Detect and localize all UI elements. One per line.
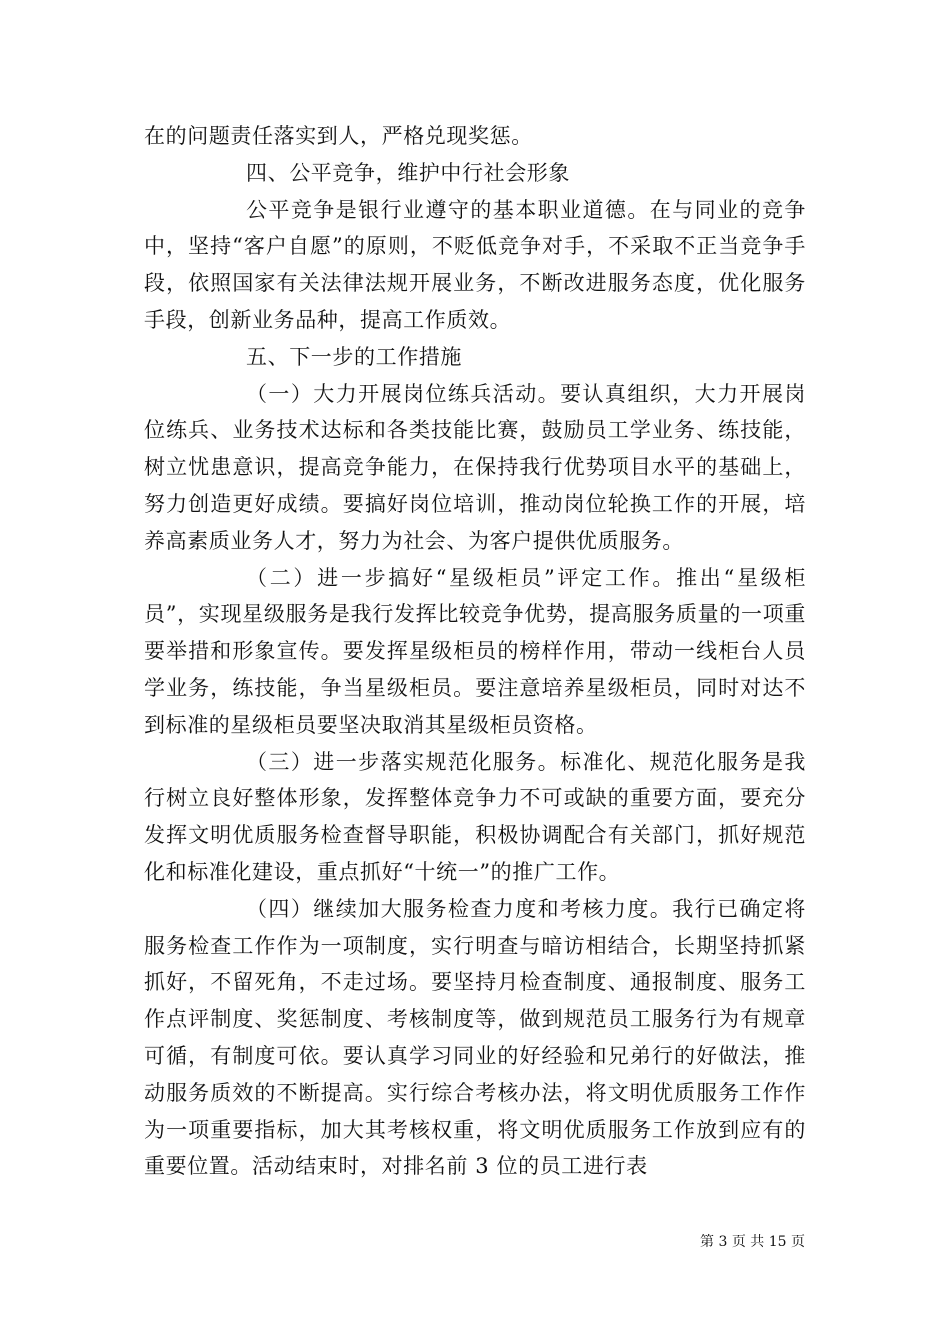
section-heading-4: 四、公平竞争，维护中行社会形象 — [246, 160, 570, 185]
paragraph-fair-competition: 公平竞争是银行业遵守的基本职业道德。在与同业的竞争中，坚持“客户自愿”的原则，不贬低竞争对手，不采取不正当竞争手段，依照国家有关法律法规开展业务，不断改进服务态度，优化服务手段，创新业务品种，提高工作质效。 — [144, 197, 806, 332]
page-number-footer: 第 3 页 共 15 页 — [700, 1234, 805, 1250]
section-heading-5: 五、下一步的工作措施 — [246, 344, 462, 369]
paragraph-measure-2: （二）进一步搞好“星级柜员”评定工作。推出“星级柜员”，实现星级服务是我行发挥比较竞争优势，提高服务质量的一项重要举措和形象宣传。要发挥星级柜员的榜样作用，带动一线柜台人员学业务，练技能，争当星级柜员。要注意培养星级柜员，同时对达不到标准的星级柜员要坚决取消其星级柜员资格。 — [144, 565, 806, 737]
document-body — [144, 118, 806, 1185]
paragraph-measure-1: （一）大力开展岗位练兵活动。要认真组织，大力开展岗位练兵、业务技术达标和各类技能比赛，鼓励员工学业务、练技能，树立忧患意识，提高竞争能力，在保持我行优势项目水平的基础上，努力创造更好成绩。要搞好岗位培训，推动岗位轮换工作的开展，培养高素质业务人才，努力为社会、为客户提供优质服务。 — [144, 381, 806, 553]
paragraph-measure-4: （四）继续加大服务检查力度和考核力度。我行已确定将服务检查工作作为一项制度，实行明查与暗访相结合，长期坚持抓紧抓好，不留死角，不走过场。要坚持月检查制度、通报制度、服务工作点评制度、奖惩制度、考核制度等，做到规范员工服务行为有规章可循，有制度可依。要认真学习同业的好经验和兄弟行的好做法，推动服务质效的不断提高。实行综合考核办法，将文明优质服务工作作为一项重要指标，加大其考核权重，将文明优质服务工作放到应有的重要位置。活动结束时，对排名前 3 位的员工进行表 — [144, 896, 806, 1179]
paragraph-measure-3: （三）进一步落实规范化服务。标准化、规范化服务是我行树立良好整体形象，发挥整体竞争力不可或缺的重要方面，要充分发挥文明优质服务检查督导职能，积极协调配合有关部门，抓好规范化和标准化建设，重点抓好“十统一”的推广工作。 — [144, 749, 806, 884]
paragraph-continuation: 在的问题责任落实到人，严格兑现奖惩。 — [144, 124, 533, 148]
